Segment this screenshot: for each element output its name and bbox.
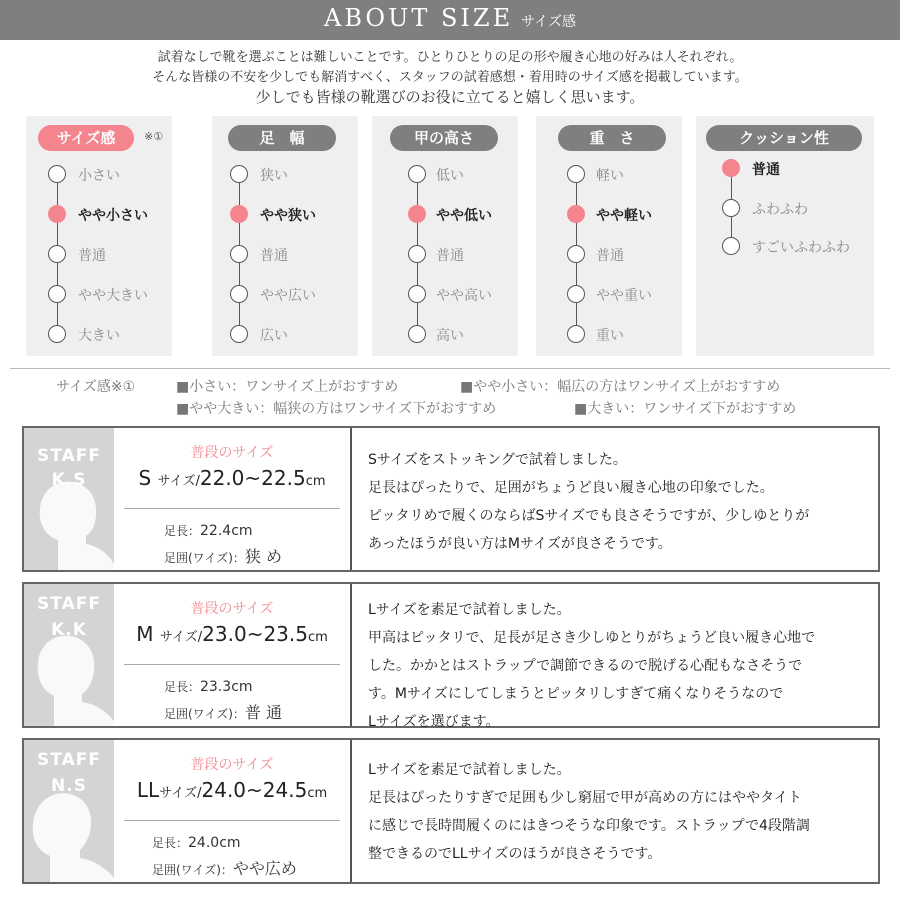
foot-width	[152, 856, 297, 879]
usual-size	[114, 466, 350, 490]
staff-silhouette	[24, 584, 114, 726]
staff-initials: K.S	[51, 470, 87, 490]
size-unit: cm	[307, 630, 328, 645]
staff-comment	[368, 756, 868, 868]
scale-dot-selected	[408, 205, 426, 223]
legend-label: サイズ感※①	[56, 379, 136, 395]
scale-option: やや重い	[596, 288, 652, 304]
scale-dot	[567, 245, 585, 263]
foot-width-value: 狭 め	[244, 547, 282, 566]
scale-option: 小さい	[78, 168, 120, 184]
scale-title-instep: 甲の高さ	[390, 125, 498, 151]
staff-card	[22, 582, 880, 728]
foot-length	[164, 522, 253, 539]
header-bar	[0, 0, 900, 40]
size-unit: cm	[307, 786, 328, 801]
comment-line: 甲高はピッタリで、足長が足さき少しゆとりがちょうど良い履き心地で	[368, 630, 816, 646]
foot-width	[164, 544, 282, 567]
staff-initials: N.S	[51, 776, 87, 796]
scale-dot	[48, 285, 66, 303]
usual-size-label: 普段のサイズ	[190, 757, 274, 773]
size-divider	[124, 664, 340, 665]
size-range: 24.0~24.5	[201, 778, 308, 802]
staff-comment	[368, 446, 868, 558]
size-letter: M	[136, 622, 154, 646]
staff-label: STAFF	[37, 446, 101, 466]
foot-width-label: 足囲(ワイズ)：	[164, 551, 245, 565]
scale-option-selected: やや小さい	[78, 208, 148, 224]
scale-dot	[408, 245, 426, 263]
size-letter: S	[138, 466, 152, 490]
scale-title-cushion: クッション性	[706, 125, 862, 151]
comment-line: あったほうが良い方はMサイズが良さそうです。	[368, 536, 672, 552]
title-en: ABOUT SIZE	[324, 4, 514, 32]
legend-item: ■やや大きい：幅狭の方はワンサイズ下がおすすめ	[176, 401, 497, 417]
size-note-mark: ※①	[144, 130, 164, 143]
comment-line: Lサイズを素足で試着しました。	[368, 602, 571, 618]
staff-card	[22, 738, 880, 884]
comment-line: した。かかとはストラップで調節できるので脱げる心配もなさそうで	[368, 658, 803, 674]
scale-option-selected: やや狭い	[260, 208, 316, 224]
size-unit: cm	[305, 474, 326, 489]
scale-title-weight: 重 さ	[558, 125, 666, 151]
scale-option: 大きい	[78, 328, 120, 344]
staff-comment	[368, 596, 868, 736]
comment-line: に感じで長時間履くのにはきつそうな印象です。ストラップで4段階調	[368, 818, 810, 834]
legend-item: ■大きい：ワンサイズ下がおすすめ	[574, 401, 797, 417]
comment-line: 足長はぴったりすぎで足囲も少し窮屈で甲が高めの方にはややタイト	[368, 790, 802, 806]
scale-dot	[722, 237, 740, 255]
scale-option: 低い	[436, 168, 464, 184]
scale-dot	[408, 165, 426, 183]
foot-length-label: 足長：	[164, 524, 201, 538]
foot-width	[164, 700, 282, 723]
size-letter: LL	[136, 778, 160, 802]
usual-size-label: 普段のサイズ	[190, 601, 274, 617]
staff-silhouette	[24, 428, 114, 570]
intro-line-1: 試着なしで靴を選ぶことは難しいことです。ひとりひとりの足の形や履き心地の好みは人それぞれ。	[157, 50, 743, 65]
scale-title-size: サイズ感	[38, 125, 134, 151]
comment-line: Sサイズをストッキングで試着しました。	[368, 452, 627, 468]
usual-size	[114, 778, 350, 802]
staff-initials: K.K	[51, 620, 87, 640]
header-title	[0, 4, 900, 32]
comment-line: 整できるのでLLサイズのほうが良さそうです。	[368, 846, 662, 862]
foot-length	[164, 678, 253, 695]
scale-panel-weight	[536, 116, 682, 356]
staff-size-info	[114, 740, 350, 882]
scale-option: 高い	[436, 328, 464, 344]
size-word: サイズ/	[159, 630, 203, 645]
scale-dot	[48, 165, 66, 183]
scale-dot	[722, 199, 740, 217]
comment-line: 足長はぴったりで、足囲がちょうど良い履き心地の印象でした。	[368, 480, 774, 496]
comment-line: ピッタリめで履くのならばSサイズでも良さそうですが、少しゆとりが	[368, 508, 810, 524]
divider	[10, 368, 890, 369]
scale-option: すごいふわふわ	[752, 240, 850, 256]
scale-dot	[408, 285, 426, 303]
size-word: サイズ/	[157, 474, 200, 489]
scale-dot	[408, 325, 426, 343]
scale-option: 軽い	[596, 168, 624, 184]
foot-length-value: 22.4cm	[200, 523, 253, 539]
scale-option: 普通	[78, 248, 106, 264]
scale-option: 普通	[436, 248, 464, 264]
usual-size	[114, 622, 350, 646]
scale-option: 広い	[260, 328, 288, 344]
size-range: 23.0~23.5	[202, 622, 308, 646]
scale-option-selected: やや軽い	[596, 208, 652, 224]
usual-size-label: 普段のサイズ	[190, 445, 274, 461]
scale-option: ふわふわ	[752, 202, 808, 218]
staff-size-info	[114, 584, 350, 726]
scale-panel-instep	[372, 116, 518, 356]
scale-option: 普通	[260, 248, 288, 264]
foot-width-label: 足囲(ワイズ)：	[152, 863, 233, 877]
scale-dot	[230, 285, 248, 303]
foot-width-value: やや広め	[232, 859, 297, 878]
foot-length-label: 足長：	[152, 836, 189, 850]
foot-length-value: 24.0cm	[188, 835, 241, 851]
scale-title-width: 足 幅	[228, 125, 336, 151]
comment-line: す。Mサイズにしてしまうとピッタリしすぎて痛くなりそうなので	[368, 686, 784, 702]
foot-length-value: 23.3cm	[200, 679, 253, 695]
foot-length-label: 足長：	[164, 680, 201, 694]
foot-width-label: 足囲(ワイズ)：	[164, 707, 245, 721]
staff-card	[22, 426, 880, 572]
scale-dot-selected	[48, 205, 66, 223]
scale-dot	[48, 245, 66, 263]
scale-dot	[230, 245, 248, 263]
scale-option: やや高い	[436, 288, 492, 304]
scale-dot-selected	[722, 159, 740, 177]
card-divider	[350, 584, 352, 726]
scale-dot	[230, 165, 248, 183]
scale-dot-selected	[567, 205, 585, 223]
scale-option: やや大きい	[78, 288, 148, 304]
legend-item: ■やや小さい：幅広の方はワンサイズ上がおすすめ	[460, 379, 781, 395]
intro-line-3: 少しでも皆様の靴選びのお役に立てると嬉しく思います。	[255, 88, 645, 106]
scale-dot	[230, 325, 248, 343]
scale-dot	[48, 325, 66, 343]
foot-length	[152, 834, 241, 851]
scale-dot	[567, 325, 585, 343]
legend-item: ■小さい：ワンサイズ上がおすすめ	[176, 379, 399, 395]
scale-panel-width	[212, 116, 358, 356]
scale-option: やや広い	[260, 288, 316, 304]
staff-label: STAFF	[37, 594, 101, 614]
scale-option: 狭い	[260, 168, 288, 184]
size-word: サイズ/	[159, 786, 202, 801]
scale-panel-cushion	[696, 116, 874, 356]
card-divider	[350, 740, 352, 882]
foot-width-value: 普 通	[244, 703, 282, 722]
intro-line-2: そんな皆様の不安を少しでも解消すべく、スタッフの試着感想・着用時のサイズ感を掲載しています。	[152, 70, 748, 85]
scale-option: 普通	[596, 248, 624, 264]
title-jp: サイズ感	[521, 14, 576, 30]
size-divider	[124, 820, 340, 821]
scale-option-selected: やや低い	[436, 208, 492, 224]
scale-dot	[567, 165, 585, 183]
staff-silhouette	[24, 740, 114, 882]
comment-line: Lサイズを素足で試着しました。	[368, 762, 571, 778]
staff-label: STAFF	[37, 750, 101, 770]
scale-dot-selected	[230, 205, 248, 223]
staff-size-info	[114, 428, 350, 570]
scale-dot	[567, 285, 585, 303]
comment-line: Lサイズを選びます。	[368, 714, 500, 730]
card-divider	[350, 428, 352, 570]
size-divider	[124, 508, 340, 509]
scale-option-selected: 普通	[752, 162, 780, 178]
size-range: 22.0~22.5	[199, 466, 306, 490]
scale-panel-size	[26, 116, 172, 356]
scale-option: 重い	[596, 328, 624, 344]
